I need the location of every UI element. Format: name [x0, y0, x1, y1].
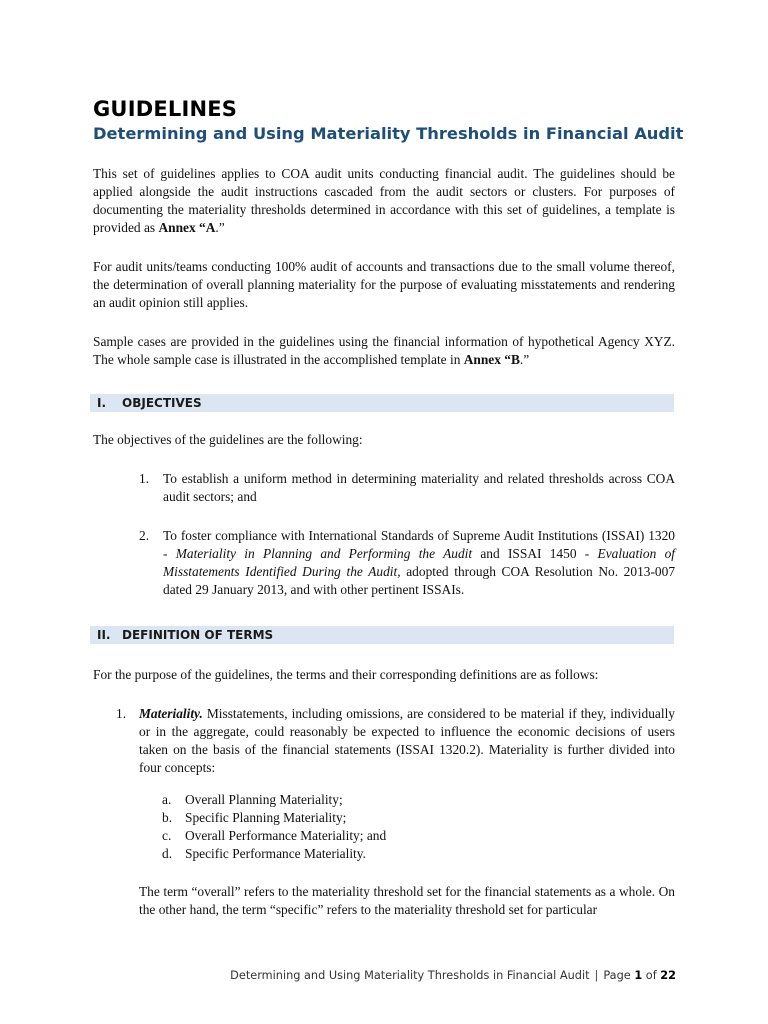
defined-term: Materiality. [139, 706, 203, 721]
list-item: b. Specific Planning Materiality; [162, 810, 347, 825]
intro-paragraph-1: This set of guidelines applies to COA audit units conducting financial audit. The guidelines should be applied alongside the audit instructions cascaded from the audit sectors or clusters. For purposes of documenting the materiality thresholds determined in accordance with this set of guidelines, a template is provided as Annex “A.” [93, 166, 675, 235]
footer-doc-title: Determining and Using Materiality Thresholds in Financial Audit [230, 969, 590, 982]
page-footer: Determining and Using Materiality Thresholds in Financial Audit | Page 1 of 22 [230, 969, 676, 982]
document-subtitle: Determining and Using Materiality Thresholds in Financial Audit [93, 124, 684, 143]
section-number: II. [97, 628, 111, 642]
objective-text: To establish a uniform method in determining materiality and related thresholds across COA audit sectors; and [163, 471, 675, 504]
section-title: DEFINITION OF TERMS [122, 628, 274, 642]
section-title: OBJECTIVES [122, 396, 202, 410]
materiality-concepts-list [162, 791, 386, 863]
list-item: d. Specific Performance Materiality. [162, 846, 366, 861]
list-number: 1. [139, 471, 150, 486]
section-heading-definitions [90, 626, 674, 644]
document-title: GUIDELINES [93, 97, 238, 121]
objective-text: To foster compliance with International Standards of Supreme Audit Institutions (ISSAI) 1320 - Materiality in Planning and Performing the Audit and ISSAI 1450 - Evaluation of Misstatements Identified During the Audit, adopted through COA Resolution No. 2013-007 dated 29 January 2013, and with other pertinent ISSAIs. [163, 528, 676, 597]
definitions-lead: For the purpose of the guidelines, the terms and their corresponding definitions are as follows: [93, 667, 599, 682]
annex-a-ref: Annex “A [158, 220, 216, 235]
section-heading-objectives [90, 394, 674, 412]
footer-page-label: Page [603, 969, 631, 982]
objective-item-2 [139, 527, 675, 599]
intro-paragraph-3: Sample cases are provided in the guidelines using the financial information of hypothetical Agency XYZ. The whole sample case is illustrated in the accomplished template in Annex “B.” [93, 334, 675, 367]
objective-item-1 [139, 470, 675, 506]
footer-page-total: 22 [660, 969, 676, 982]
term-note-paragraph: The term “overall” refers to the materiality threshold set for the financial statements as a whole. On the other hand, the term “specific” refers to the materiality threshold set for particular [139, 884, 675, 917]
list-item: a. Overall Planning Materiality; [162, 792, 343, 807]
definition-text: Materiality. Misstatements, including omissions, are considered to be material if they, individually or in the aggregate, could reasonably be expected to influence the economic decisions of users taken on the basis of the financial statements (ISSAI 1320.2). Materiality is further divided into four concepts: [139, 706, 675, 775]
definition-item-materiality [116, 705, 675, 777]
section-number: I. [97, 396, 107, 410]
list-number: 2. [139, 528, 150, 543]
list-number: 1. [116, 706, 127, 721]
annex-b-ref: Annex “B [463, 352, 520, 367]
footer-page-number: 1 [634, 969, 643, 982]
list-item: c. Overall Performance Materiality; and [162, 828, 387, 843]
objectives-lead: The objectives of the guidelines are the following: [93, 432, 363, 447]
intro-paragraph-2: For audit units/teams conducting 100% audit of accounts and transactions due to the small volume thereof, the determination of overall planning materiality for the purpose of evaluating misstatements and rendering an audit opinion still applies. [93, 259, 675, 310]
